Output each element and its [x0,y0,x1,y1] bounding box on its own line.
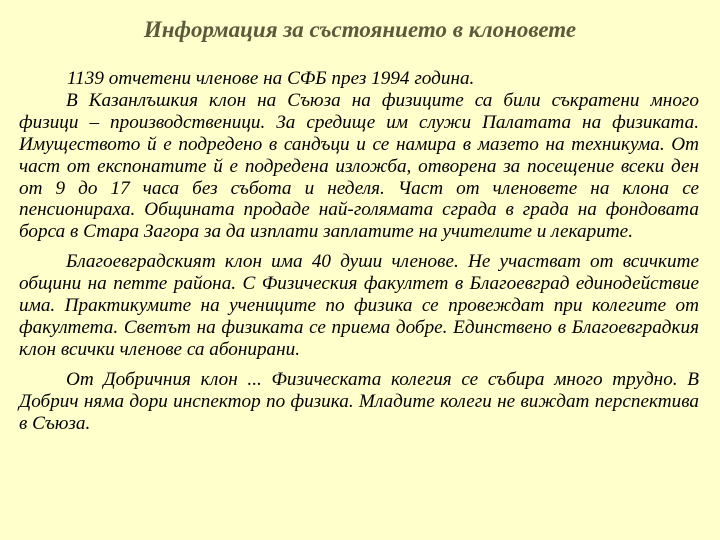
paragraph-kazanlak-branch: В Казанлъшкия клон на Съюза на физиците са били съкратени много физици – производственици. За средище им служи Палатата на физиката. Имуществото й е подредено в сандъци и се намира в мазето на техникума. От част от експонатите й е подредена изложба, отворена за посещение всеки ден от 9 до 17 часа без събота и неделя. Част от членовете на клона се пенсионираха. Общината продаде най-голямата сграда в града на фондовата борса в Стара Загора за да изплати заплатите на учителите и лекарите. [19,89,699,243]
slide-body [19,68,699,435]
slide-title: Информация за състоянието в клоновете [143,17,577,42]
paragraph-dobrich-branch: От Добричния клон ... Физическата колегия се събира много трудно. В Добрич няма дори инспектор по физика. Младите колеги не виждат перспектива в Съюза. [19,368,699,434]
paragraph-members-count: 1139 отчетени членове на СФБ през 1994 година. [67,68,475,89]
paragraph-blagoevgrad-branch: Благоевградският клон има 40 души членове. Не участват от всичките общини на петте района. С Физическия факултет в Благоевград единодействие има. Практикумите на учениците по физика се провеждат при колегите от факултета. Светът на физиката се приема добре. Единствено в Благоевградкия клон всички членове са абонирани. [19,251,699,360]
